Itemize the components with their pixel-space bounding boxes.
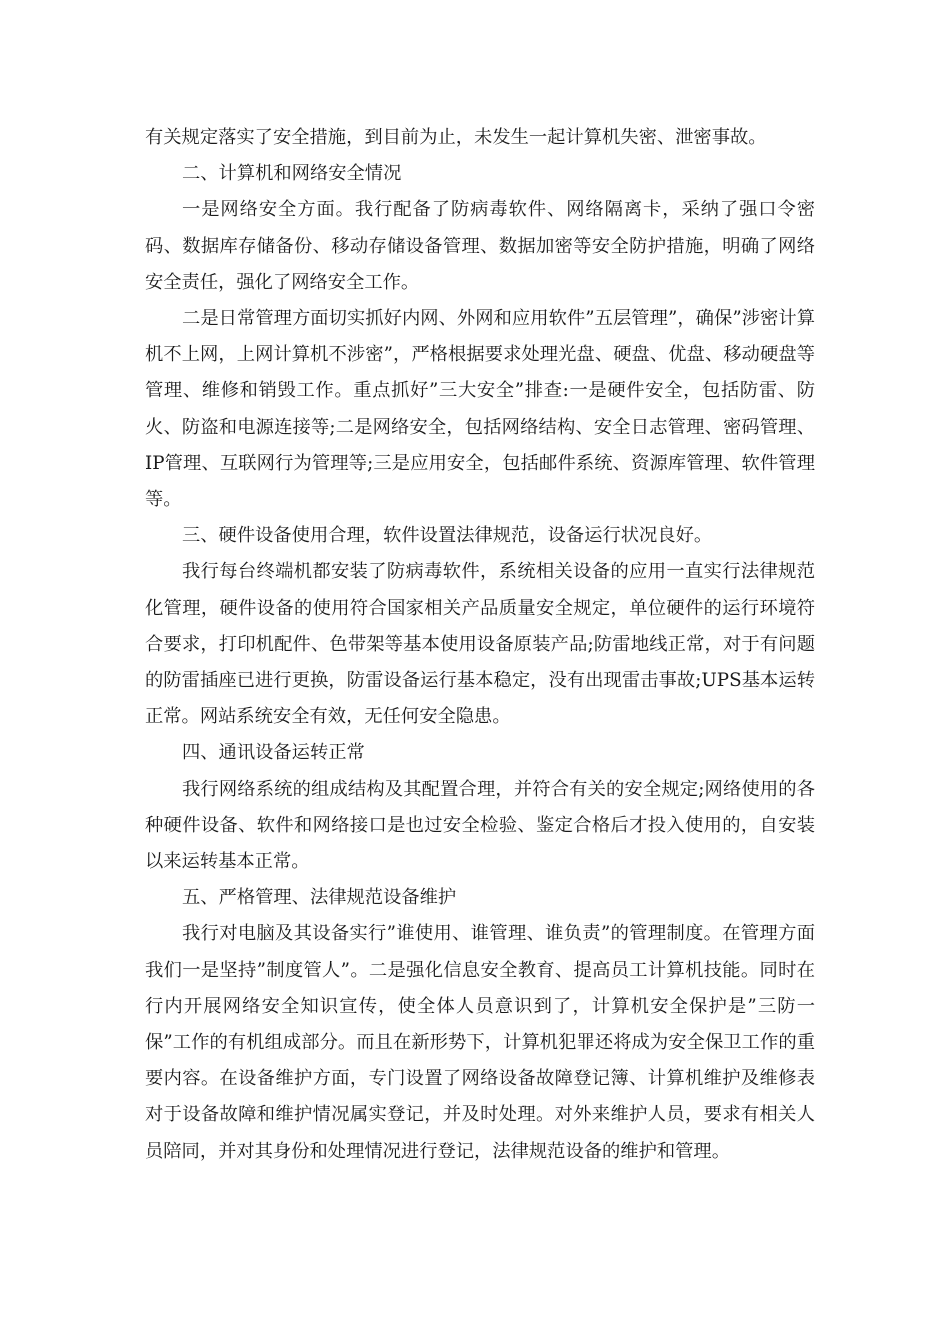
paragraph-maintenance: 我行对电脑及其设备实行”谁使用、谁管理、谁负责”的管理制度。在管理方面我们一是坚持”制度管人”。二是强化信息安全教育、提高员工计算机技能。同时在行内开展网络安全知识宣传，使全体人员意识到了，计算机安全保护是”三防一保”工作的有机组成部分。而且在新形势下，计算机犯罪还将成为安全保卫工作的重要内容。在设备维护方面，专门设置了网络设备故障登记簿、计算机维护及维修表对于设备故障和维护情况属实登记，并及时处理。对外来维护人员，要求有相关人员陪同，并对其身份和处理情况进行登记，法律规范设备的维护和管理。 [145, 923, 815, 1162]
document-body [145, 120, 815, 1170]
section-heading-2: 二、计算机和网络安全情况 [182, 163, 402, 185]
section-heading-5: 五、严格管理、法律规范设备维护 [182, 887, 457, 909]
paragraph-hardware: 我行每台终端机都安装了防病毒软件，系统相关设备的应用一直实行法律规范化管理，硬件设备的使用符合国家相关产品质量安全规定，单位硬件的运行环境符合要求，打印机配件、色带架等基本使用设备原装产品;防雷地线正常，对于有问题的防雷插座已进行更换，防雷设备运行基本稳定，没有出现雷击事故;UPS基本运转正常。网站系统安全有效，无任何安全隐患。 [145, 561, 815, 728]
paragraph-network-security: 一是网络安全方面。我行配备了防病毒软件、网络隔离卡，采纳了强口令密码、数据库存储备份、移动存储设备管理、数据加密等安全防护措施，明确了网络安全责任，强化了网络安全工作。 [145, 199, 815, 293]
section-heading-4: 四、通讯设备运转正常 [182, 742, 365, 764]
paragraph-daily-management: 二是日常管理方面切实抓好内网、外网和应用软件”五层管理”，确保”涉密计算机不上网，上网计算机不涉密”，严格根据要求处理光盘、硬盘、优盘、移动硬盘等管理、维修和销毁工作。重点抓好”三大安全”排查:一是硬件安全，包括防雷、防火、防盗和电源连接等;二是网络安全，包括网络结构、安全日志管理、密码管理、IP管理、互联网行为管理等;三是应用安全，包括邮件系统、资源库管理、软件管理等。 [145, 308, 815, 511]
section-heading-3: 三、硬件设备使用合理，软件设置法律规范，设备运行状况良好。 [182, 525, 713, 547]
paragraph-communication: 我行网络系统的组成结构及其配置合理，并符合有关的安全规定;网络使用的各种硬件设备、软件和网络接口是也过安全检验、鉴定合格后才投入使用的，自安装以来运转基本正常。 [145, 778, 815, 873]
paragraph-continued: 有关规定落实了安全措施，到目前为止，未发生一起计算机失密、泄密事故。 [145, 127, 767, 148]
